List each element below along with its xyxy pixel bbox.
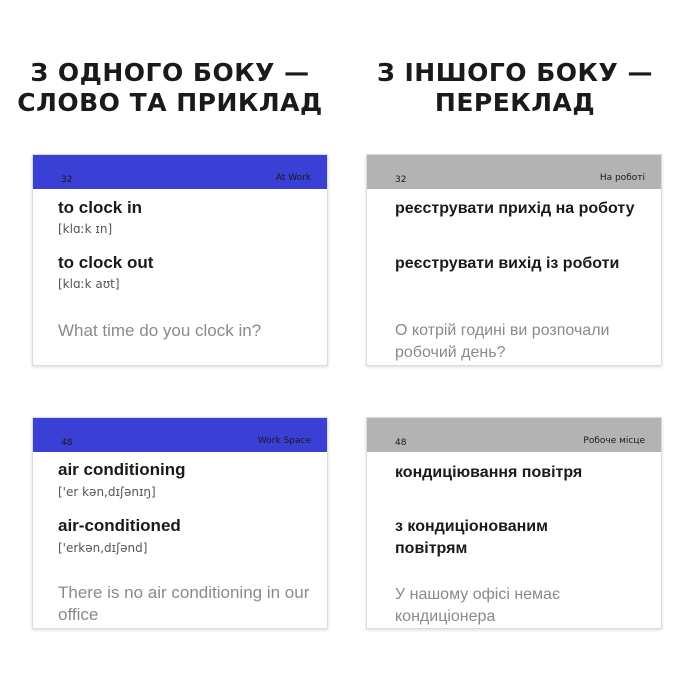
flashcard-back-48 [366, 417, 662, 629]
card-transcription: ['er kən,dɪʃənɪŋ] [58, 485, 156, 499]
card-example: What time do you clock in? [58, 321, 262, 340]
card-transcription: [klɑːk ɪn] [58, 222, 113, 236]
card-number: 32 [395, 175, 407, 185]
card-topic: Work Space [257, 436, 311, 446]
heading-front-side [5, 58, 335, 118]
card-example-translation: О котрій годині ви розпочали робочий день? [395, 322, 610, 361]
card-header-band [33, 418, 327, 452]
card-translation: реєструвати прихід на роботу [395, 200, 635, 217]
card-header-band [367, 155, 661, 189]
card-transcription: ['erkən,dɪʃənd] [58, 541, 148, 555]
flashcard-front-32 [32, 154, 328, 366]
card-translation: кондиціювання повітря [395, 464, 583, 481]
flashcard-back-32 [366, 154, 662, 366]
heading-front-line-1: З ОДНОГО БОКУ — [30, 58, 310, 87]
card-header-band [33, 155, 327, 189]
card-example: There is no air conditioning in our office [58, 583, 310, 624]
card-word: air-conditioned [58, 516, 181, 535]
heading-back-side [350, 58, 680, 118]
card-number: 32 [61, 175, 73, 185]
heading-front-line-2: СЛОВО ТА ПРИКЛАД [17, 88, 323, 117]
card-transcription: [klɑːk aʊt] [58, 277, 120, 291]
card-translation: реєструвати вихід із роботи [395, 255, 620, 272]
flashcard-front-48 [32, 417, 328, 629]
card-word: to clock out [58, 253, 154, 272]
card-header-band [367, 418, 661, 452]
card-topic: Робоче місце [583, 436, 645, 446]
card-number: 48 [395, 438, 407, 448]
card-topic: At Work [275, 173, 311, 183]
card-translation: з кондиціонованим повітрям [395, 518, 548, 557]
card-word: to clock in [58, 198, 143, 217]
card-number: 48 [61, 438, 73, 448]
heading-back-line-2: ПЕРЕКЛАД [434, 88, 596, 117]
heading-back-line-1: З ІНШОГО БОКУ — [377, 58, 653, 87]
card-example-translation: У нашому офісі немає кондиціонера [395, 586, 561, 625]
card-word: air conditioning [58, 460, 186, 479]
card-topic: На роботі [599, 173, 645, 183]
